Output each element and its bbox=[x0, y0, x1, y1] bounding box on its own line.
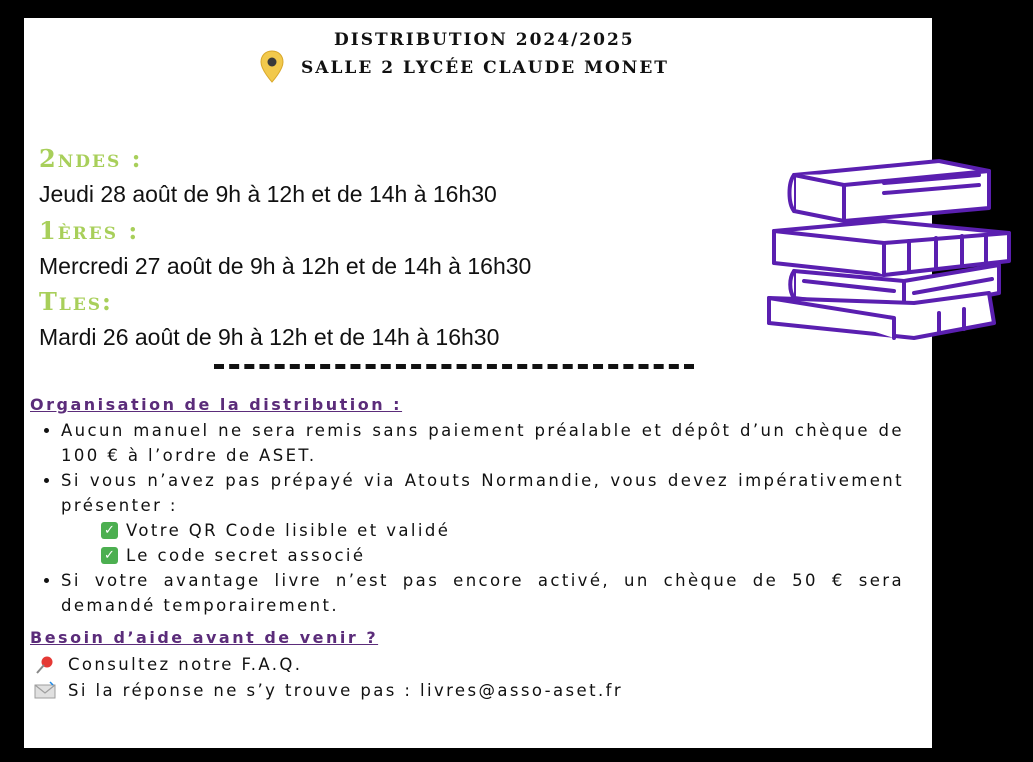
level-tles: Tles: bbox=[39, 287, 113, 316]
sub-item-secret-text: Le code secret associé bbox=[126, 546, 366, 565]
help-faq-line bbox=[34, 652, 302, 677]
sub-item-qr bbox=[61, 518, 904, 543]
sub-item-qr-text: Votre QR Code lisible et validé bbox=[126, 521, 451, 540]
list-item bbox=[61, 418, 904, 468]
schedule-1eres: Mercredi 27 août de 9h à 12h et de 14h à 16h30 bbox=[39, 253, 532, 279]
level-2ndes: 2ndes : bbox=[39, 144, 143, 173]
pushpin-icon bbox=[34, 655, 56, 675]
map-pin-icon bbox=[259, 50, 285, 84]
checkmark-icon: ✓ bbox=[101, 522, 118, 539]
book-stack-icon bbox=[764, 153, 1014, 353]
organisation-list bbox=[61, 418, 904, 618]
level-1eres: 1ères : bbox=[39, 216, 140, 245]
bullet-payment: Aucun manuel ne sera remis sans paiement préalable et dépôt d’un chèque de 100 € à l’ordre de ASET. bbox=[61, 421, 904, 465]
schedule-tles: Mardi 26 août de 9h à 12h et de 14h à 16h30 bbox=[39, 324, 500, 350]
help-faq-text: Consultez notre F.A.Q. bbox=[68, 655, 303, 674]
schedule-2ndes: Jeudi 28 août de 9h à 12h et de 14h à 16h30 bbox=[39, 181, 497, 207]
bullet-avantage: Si votre avantage livre n’est pas encore activé, un chèque de 50 € sera demandé temporairement. bbox=[61, 571, 904, 615]
distribution-title: DISTRIBUTION 2024/2025 bbox=[334, 30, 635, 50]
list-item bbox=[61, 468, 904, 518]
help-email-text: Si la réponse ne s’y trouve pas : livres@asso-aset.fr bbox=[68, 681, 623, 700]
help-email-line bbox=[34, 678, 623, 703]
dashed-divider bbox=[214, 364, 694, 369]
help-heading: Besoin d’aide avant de venir ? bbox=[30, 628, 379, 647]
distribution-location: SALLE 2 LYCÉE CLAUDE MONET bbox=[301, 58, 669, 78]
checkmark-icon: ✓ bbox=[101, 547, 118, 564]
list-item bbox=[61, 568, 904, 618]
envelope-icon bbox=[34, 681, 56, 701]
bullet-prepaid: Si vous n’avez pas prépayé via Atouts Normandie, vous devez impérativement présenter : bbox=[61, 471, 904, 515]
sub-item-secret bbox=[61, 543, 904, 568]
flyer-card bbox=[24, 18, 932, 748]
organisation-heading: Organisation de la distribution : bbox=[30, 395, 403, 414]
